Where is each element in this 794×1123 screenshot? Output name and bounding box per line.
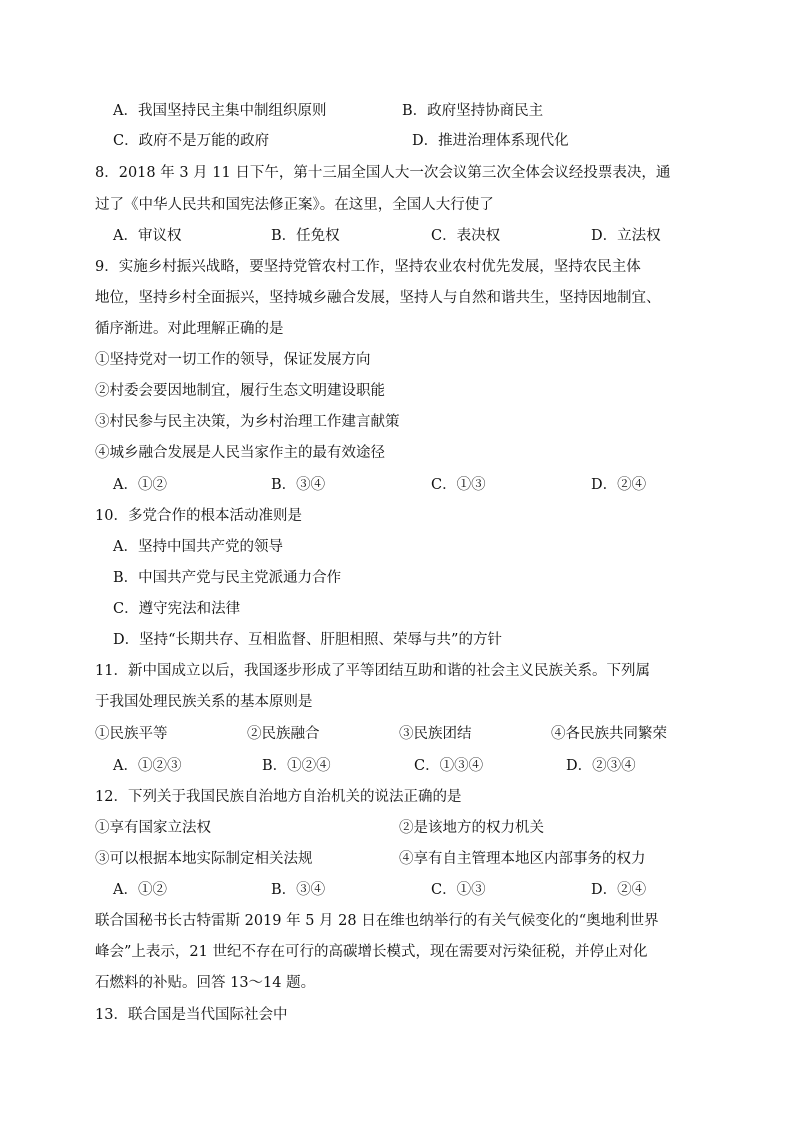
q7-option-c: C．政府不是万能的政府 (113, 133, 270, 149)
q12-statement-3: ③可以根据本地实际制定相关法规 (95, 851, 313, 867)
q12-statement-4: ④享有自主管理本地区内部事务的权力 (399, 851, 646, 867)
exam-page: A．我国坚持民主集中制组织原则 B．政府坚持协商民主 C．政府不是万能的政府 D．推进治理体系现代化 8．2018 年 3 月 11 日下午，第十三届全国人大一次会议第三次全体会议经投票表决，通 过了《中华人民共和国宪法修正案》。在这里，全国人大行使了 A．审议权 B．任免权 C．表决权 D．立法权 9．实施乡村振兴战略，要坚持党管农村工作，坚持农业农村优先发展，坚持农民主体 地位，坚持乡村全面振兴，坚持城乡融合发展，坚持人与自然和谐共生，坚持因地制宜、 循序渐进。对此理解正确的是 ①坚持党对一切工作的领导，保证发展方向 ②村委会要因地制宜，履行生态文明建设职能 ③村民参与民主决策，为乡村治理工作建言献策 ④城乡融合发展是人民当家作主的最有效途径 A．①② B．③④ C．①③ D．②④ 10．多党合作的根本活动准则是 A．坚持中国共产党的领导 B．中国共产党与民主党派通力合作 C．遵守宪法和法律 D．坚持“长期共存、互相监督、肝胆相照、荣辱与共”的方针 11．新中国成立以后，我国逐步形成了平等团结互助和谐的社会主义民族关系。下列属 于我国处理民族关系的基本原则是 ①民族平等 ②民族融合 ③民族团结 ④各民族共同繁荣 A．①②③ B．①②④ C．①③④ D．②③④ 12．下列关于我国民族自治地方自治机关的说法正确的是 ①享有国家立法权 ②是该地方的权力机关 ③可以根据本地实际制定相关法规 ④享有自主管理本地区内部事务的权力 A．①② B．③④ C．①③ D．②④ 联合国秘书长古特雷斯 2019 年 5 月 28 日在维也纳举行的有关气候变化的“奥地利世界 峰会”上表示，21 世纪不存在可行的高碳增长模式，现在需要对污染征税，并停止对化 石燃料的补贴。回答 13～14 题。 13．联合国是当代国际社会中 (95, 103, 671, 1023)
q7-option-b: B．政府坚持协商民主 (402, 103, 544, 119)
q8-option-d: D．立法权 (591, 228, 661, 244)
q12-statement-1: ①享有国家立法权 (95, 820, 211, 836)
q11-statement-3: ③民族团结 (399, 726, 472, 742)
q12-option-b: B．③④ (271, 882, 326, 898)
q9-option-c: C．①③ (431, 477, 486, 493)
q11-statement-1: ①民族平等 (95, 726, 168, 742)
q11-statement-2: ②民族融合 (247, 726, 320, 742)
q7-option-a: A．我国坚持民主集中制组织原则 (113, 103, 327, 119)
q11-option-a: A．①②③ (113, 758, 182, 774)
q9-option-a: A．①② (113, 477, 167, 493)
q8-option-a: A．审议权 (113, 228, 182, 244)
q11-statement-4: ④各民族共同繁荣 (551, 726, 667, 742)
q12-option-a: A．①② (113, 882, 167, 898)
q12-statement-2: ②是该地方的权力机关 (399, 820, 544, 836)
q8-option-b: B．任免权 (271, 228, 340, 244)
q7-option-d: D．推进治理体系现代化 (412, 133, 569, 149)
q9-option-b: B．③④ (271, 477, 326, 493)
q11-option-d: D．②③④ (566, 758, 636, 774)
q12-option-d: D．②④ (591, 882, 647, 898)
q8-option-c: C．表决权 (431, 228, 501, 244)
q11-option-b: B．①②④ (262, 758, 331, 774)
q12-option-c: C．①③ (431, 882, 486, 898)
q11-option-c: C．①③④ (414, 758, 484, 774)
q9-option-d: D．②④ (591, 477, 647, 493)
